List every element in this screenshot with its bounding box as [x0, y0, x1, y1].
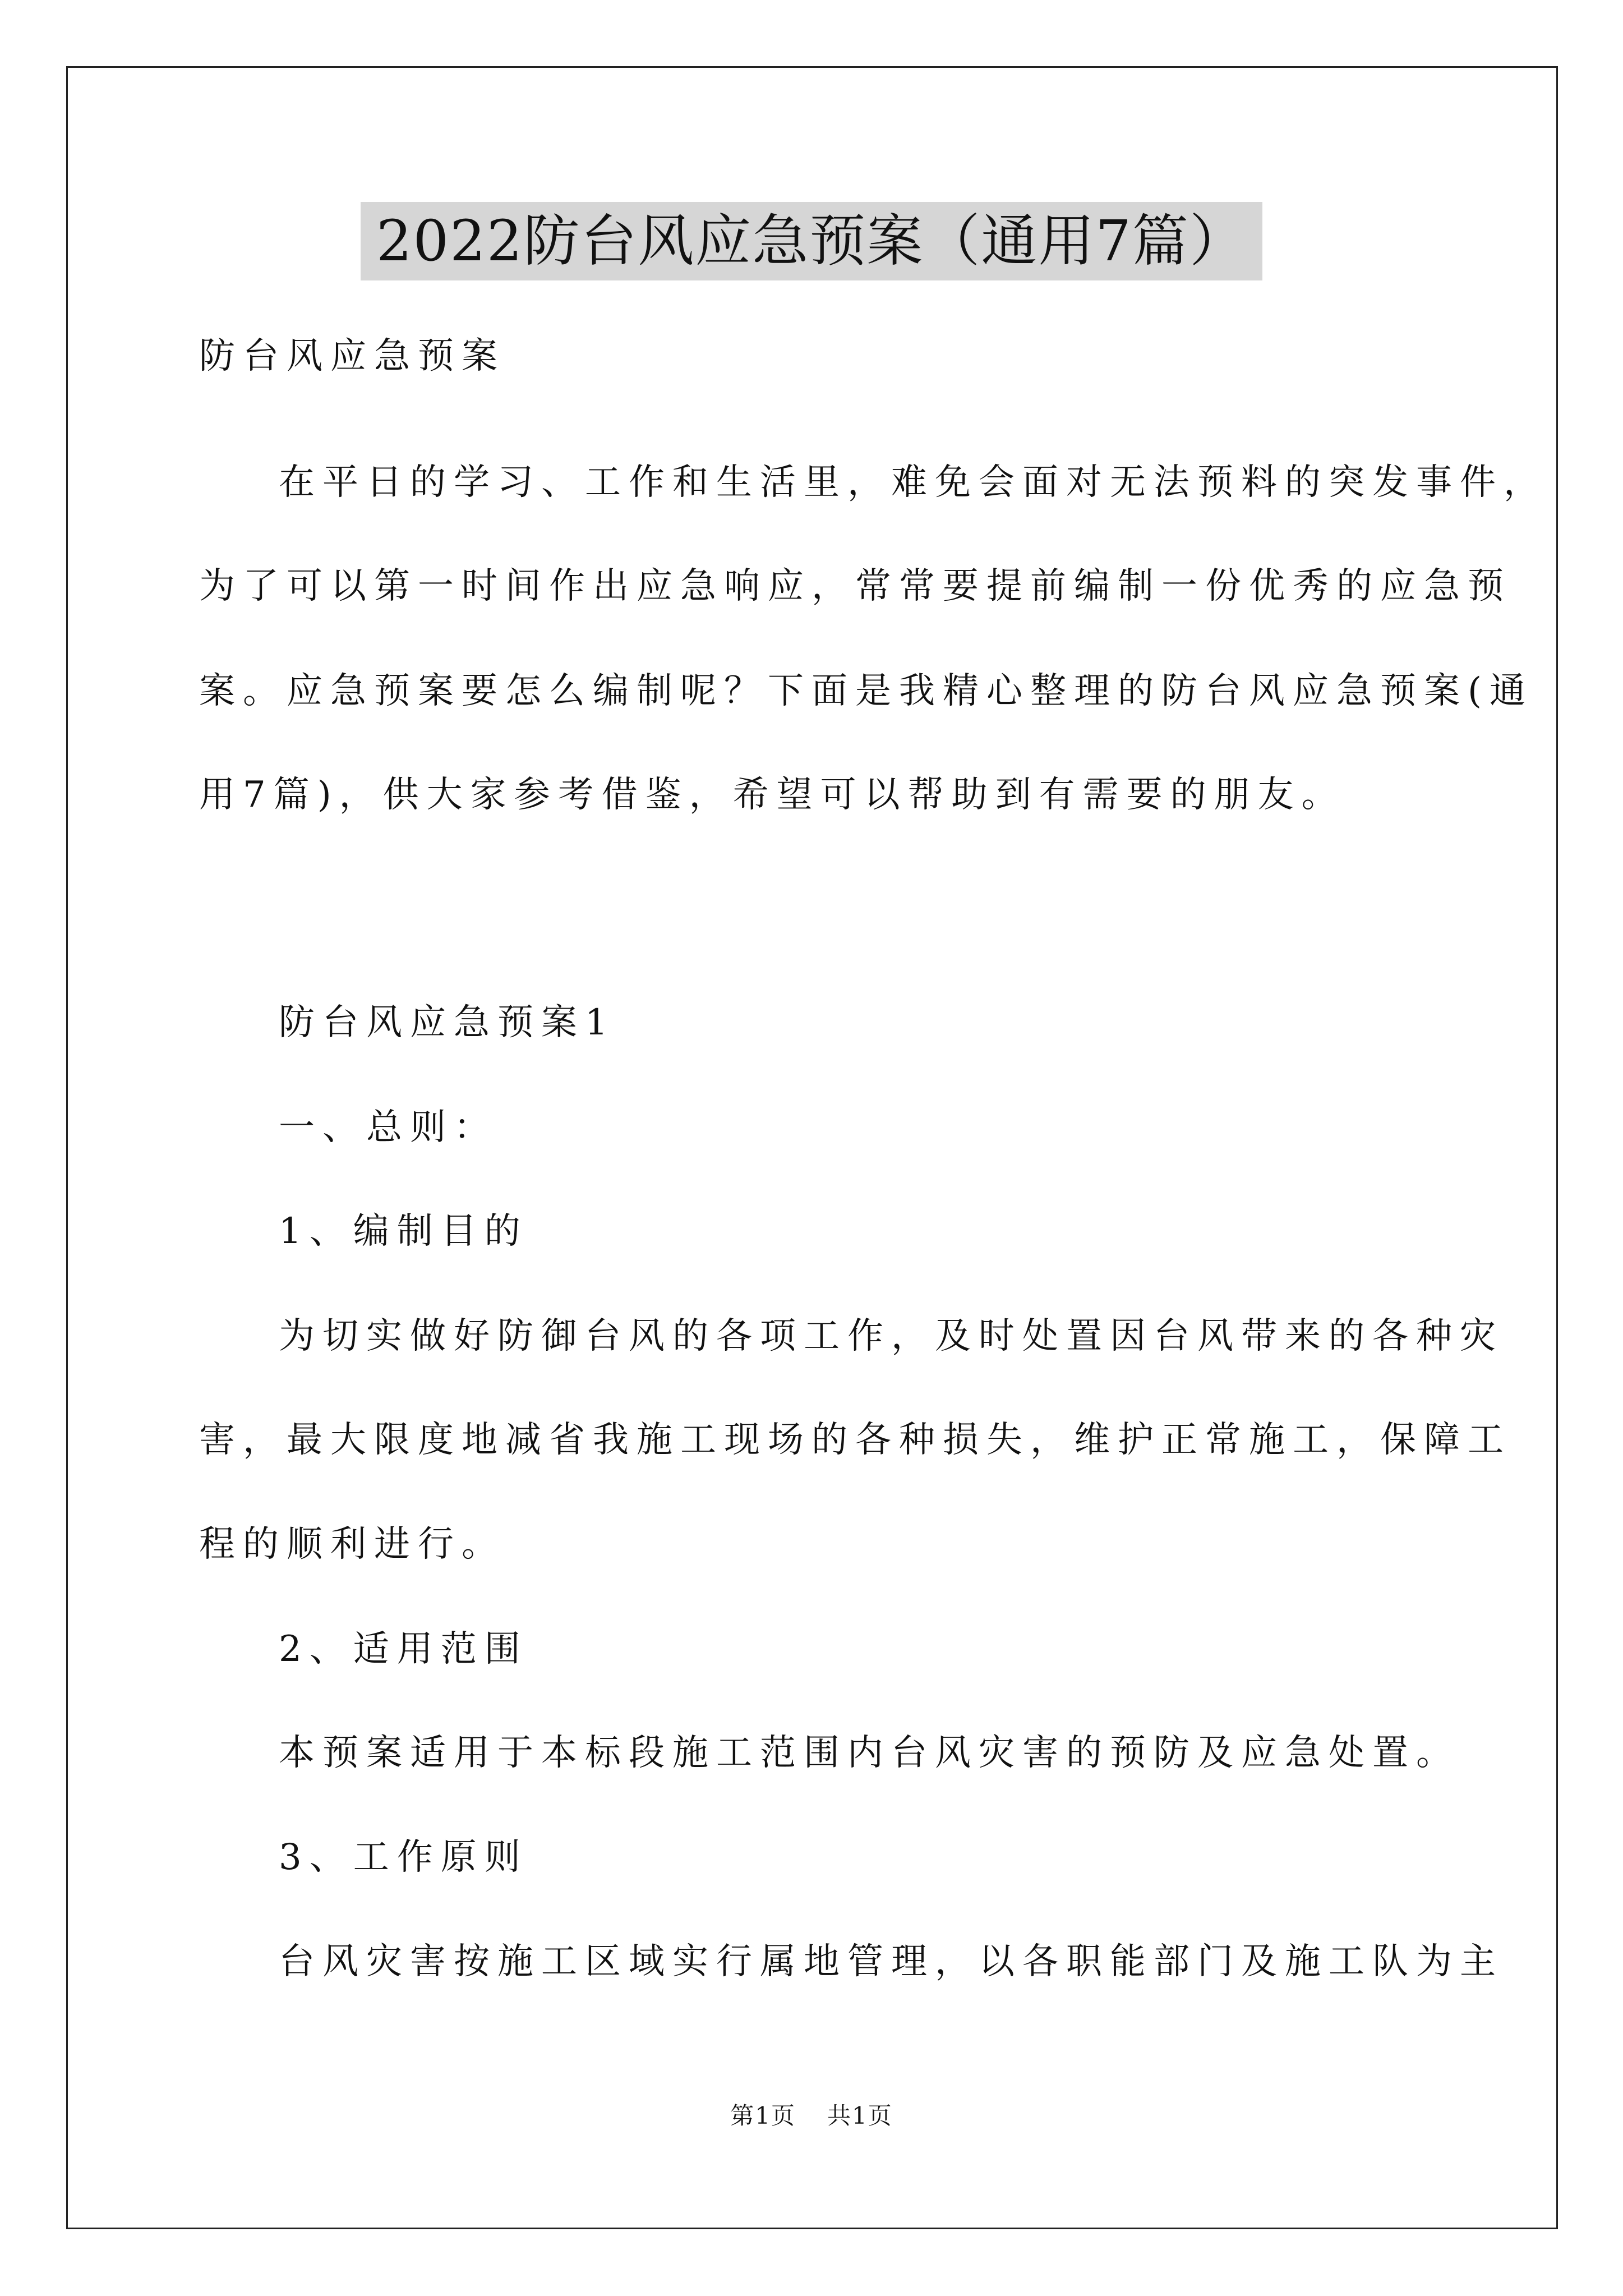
page-total: 共1页: [827, 2102, 893, 2129]
page-footer: [0, 2099, 1623, 2133]
section-heading: 防台风应急预案: [199, 335, 505, 377]
paragraph-line: 台风灾害按施工区域实行属地管理，以各职能部门及施工队为主: [279, 1941, 1504, 1982]
document-title: 2022防台风应急预案（通用7篇）: [361, 202, 1262, 280]
subsection-heading: 1、编制目的: [279, 1211, 528, 1252]
paragraph-line: 程的顺利进行。: [199, 1524, 505, 1565]
paragraph-line: 为了可以第一时间作出应急响应，常常要提前编制一份优秀的应急预: [199, 565, 1511, 607]
paragraph-line: 害，最大限度地减省我施工现场的各种损失，维护正常施工，保障工: [199, 1419, 1511, 1461]
subsection-heading: 一、总则：: [279, 1107, 497, 1148]
paragraph-line: 为切实做好防御台风的各项工作，及时处置因台风带来的各种灾: [279, 1315, 1504, 1357]
subsection-heading: 3、工作原则: [279, 1837, 528, 1878]
paragraph-line: 用7篇)，供大家参考借鉴，希望可以帮助到有需要的朋友。: [199, 774, 1345, 816]
paragraph-line: 在平日的学习、工作和生活里，难免会面对无法预料的突发事件，: [279, 462, 1547, 503]
subsection-heading: 2、适用范围: [279, 1628, 528, 1670]
paragraph-line: 案。应急预案要怎么编制呢？下面是我精心整理的防台风应急预案(通: [199, 670, 1533, 712]
title-container: [0, 202, 1623, 280]
paragraph-line: 本预案适用于本标段施工范围内台风灾害的预防及应急处置。: [279, 1732, 1460, 1774]
subsection-heading: 防台风应急预案1: [279, 1002, 616, 1043]
page-number: 第1页: [730, 2102, 796, 2129]
